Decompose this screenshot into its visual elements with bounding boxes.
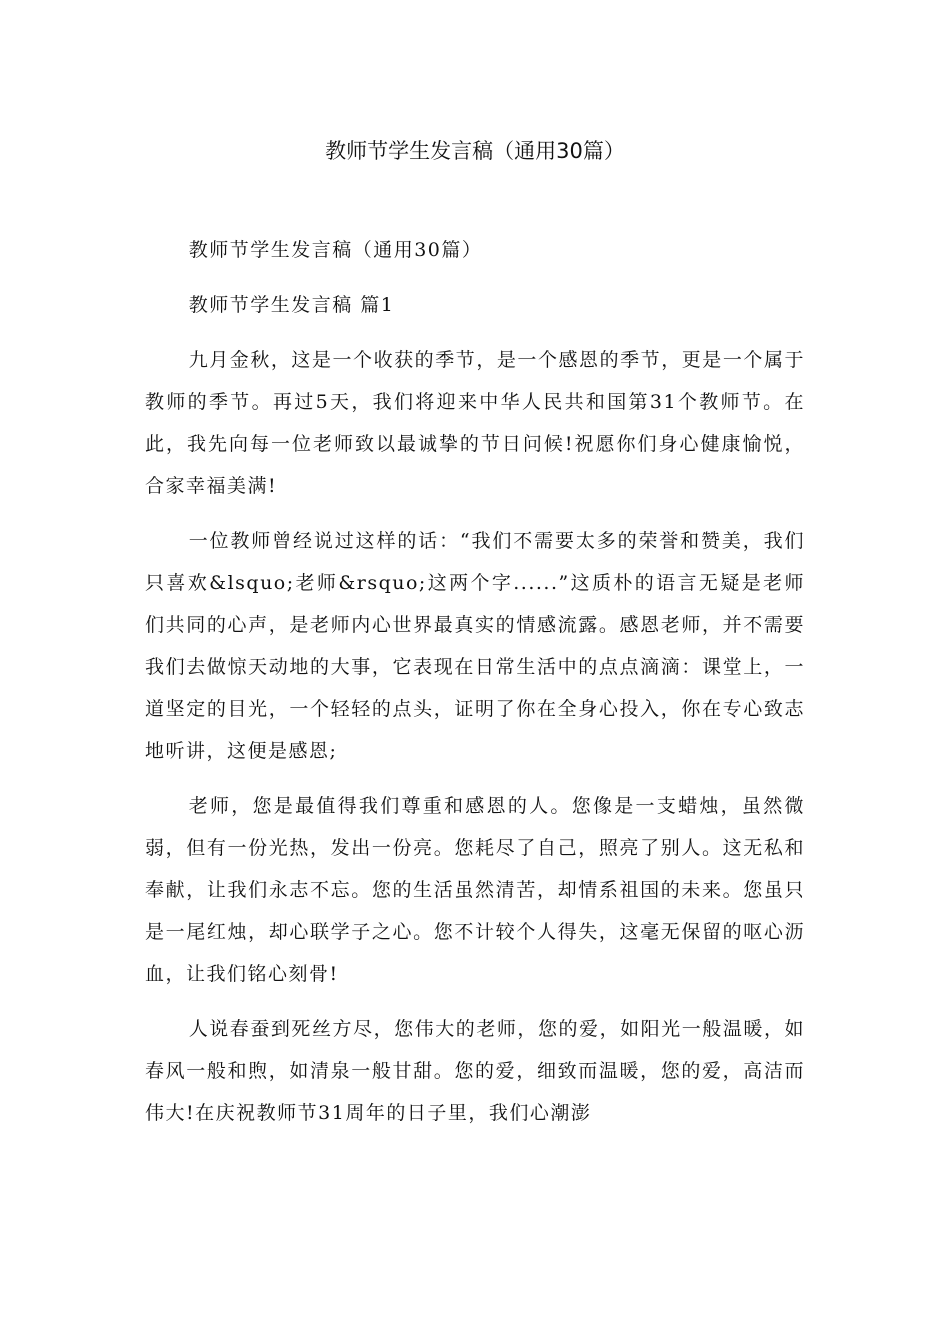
paragraph: 九月金秋，这是一个收获的季节，是一个感恩的季节，更是一个属于教师的季节。再过5天，我们将迎来中华人民共和国第31个教师节。在此，我先向每一位老师致以最诚挚的节日问候!祝愿你们身心健康愉悦，合家幸福美满!	[145, 349, 805, 497]
paragraph: 一位教师曾经说过这样的话：“我们不需要太多的荣誉和赞美，我们只喜欢&lsquo;老师&rsquo;这两个字......”这质朴的语言无疑是老师们共同的心声，是老师内心世界最真实的情感流露。感恩老师，并不需要我们去做惊天动地的大事，它表现在日常生活中的点点滴滴：课堂上，一道坚定的目光，一个轻轻的点头，证明了你在全身心投入，你在专心致志地听讲，这便是感恩;	[145, 530, 805, 762]
paragraph: 老师，您是最值得我们尊重和感恩的人。您像是一支蜡烛，虽然微弱，但有一份光热，发出一份亮。您耗尽了自己，照亮了别人。这无私和奉献，让我们永志不忘。您的生活虽然清苦，却情系祖国的未来。您虽只是一尾红烛，却心联学子之心。您不计较个人得失，这毫无保留的呕心沥血，让我们铭心刻骨!	[145, 795, 805, 985]
document-body	[145, 229, 805, 1134]
document-title: 教师节学生发言稿（通用30篇）	[325, 139, 625, 163]
paragraph-subtitle: 教师节学生发言稿（通用30篇）	[188, 239, 483, 261]
paragraph: 人说春蚕到死丝方尽，您伟大的老师，您的爱，如阳光一般温暖，如春风一般和煦，如清泉一般甘甜。您的爱，细致而温暖，您的爱，高洁而伟大!在庆祝教师节31周年的日子里，我们心潮澎	[145, 1018, 805, 1124]
paragraph-section-heading: 教师节学生发言稿 篇1	[188, 294, 395, 316]
